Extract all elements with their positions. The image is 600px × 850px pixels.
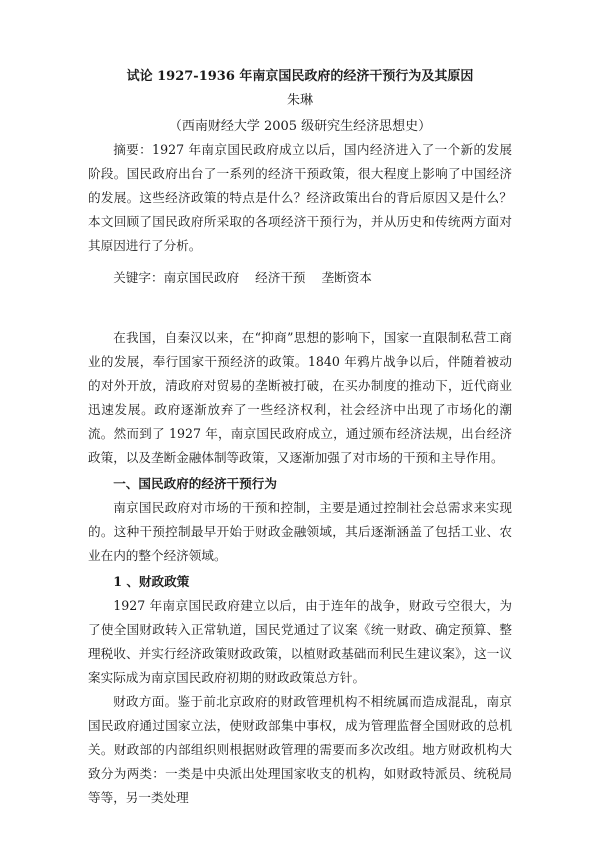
paper-author: 朱琳 bbox=[286, 93, 313, 108]
section-spacer bbox=[88, 290, 512, 326]
intro-paragraph: 在我国，自秦汉以来，在“抑商”思想的影响下，国家一直限制私营工商业的发展，奉行国家干预经济的政策。1840 年鸦片战争以后，伴随着被动的对外开放，清政府对贸易的垄断被打破，在买办制度的推动下，近代商业迅速发展。政府逐渐放弃了一些经济权利，社会经济中出现了市场化的潮流。然而到了 1927 年，南京国民政府成立，通过颁布经济法规，出台经济政策，以及垄断金融体制等政策，又逐渐加强了对市场的干预和主导作用。 bbox=[88, 330, 512, 465]
fiscal-policy-paragraph-2: 财政方面。鉴于前北京政府的财政管理机构不相统属而造成混乱，南京国民政府通过国家立法，使财政部集中事权，成为管理监督全国财政的总机关。财政部的内部组织则根据财政管理的需要而多次改组。地方财政机构大致分为两类：一类是中央派出处理国家收支的机构，如财政特派员、统税局等等，另一类处理 bbox=[88, 694, 512, 805]
section-1-paragraph: 南京国民政府对市场的干预和控制，主要是通过控制社会总需求来实现的。这种干预控制最早开始于财政金融领域，其后逐渐涵盖了包括工业、农业在内的整个经济领域。 bbox=[88, 500, 512, 563]
fiscal-policy-paragraph-1: 1927 年南京国民政府建立以后，由于连年的战争，财政亏空很大，为了使全国财政转入正常轨道，国民党通过了议案《统一财政、确定预算、整理税收、并实行经济政策财政政策，以植财政基础而利民生建议案》，这一议案实际成为南京国民政府初期的财政政策总方针。 bbox=[88, 598, 512, 685]
paper-title: 试论 1927-1936 年南京国民政府的经济干预行为及其原因 bbox=[126, 69, 474, 84]
paper-affiliation: （西南财经大学 2005 级研究生经济思想史） bbox=[168, 119, 432, 134]
abstract-paragraph: 摘要：1927 年南京国民政府成立以后，国内经济进入了一个新的发展阶段。国民政府出台了一系列的经济干预政策，很大程度上影响了中国经济的发展。这些经济政策的特点是什么？经济政策出台的背后原因又是什么？本文回顾了国民政府所采取的各项经济干预行为，并从历史和传统两方面对其原因进行了分析。 bbox=[88, 142, 512, 253]
subsection-heading-fiscal-policy: 1 、财政政策 bbox=[113, 574, 190, 589]
paper-page bbox=[88, 68, 512, 810]
section-heading-1: 一、国民政府的经济干预行为 bbox=[113, 476, 277, 491]
keywords-line: 关键字：南京国民政府 经济干预 垄断资本 bbox=[113, 270, 372, 285]
